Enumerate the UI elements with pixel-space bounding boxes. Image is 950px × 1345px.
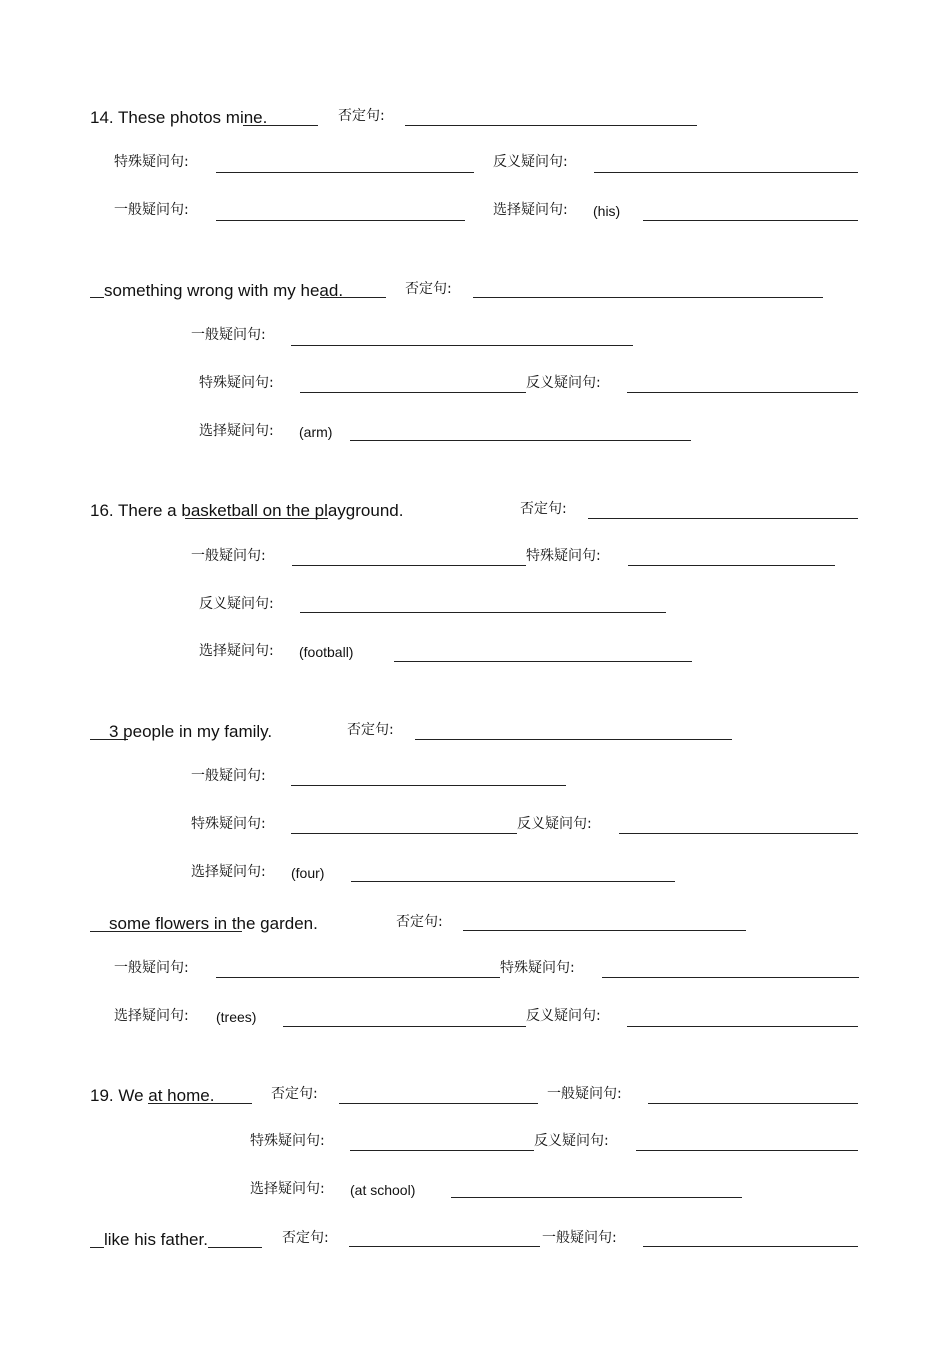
q20-sentence: like his father. [104,1230,208,1249]
q19-special-line[interactable] [350,1150,534,1151]
q17-hint: (four) [291,865,325,881]
q16-special-line[interactable] [628,565,835,566]
q19-hint: (at school) [350,1182,416,1198]
q16-hint: (football) [299,644,354,660]
q18-general-label: 一般疑问句: [114,960,189,976]
q16-tag-label: 反义疑问句: [199,596,274,612]
q15-negative-line[interactable] [473,297,823,298]
q17-general-line[interactable] [291,785,566,786]
q19-negative-label: 否定句: [271,1086,318,1102]
q14-special-label: 特殊疑问句: [114,154,189,170]
q14-negative-line[interactable] [405,125,697,126]
q16-negative-label: 否定句: [520,501,567,517]
q16-general-line[interactable] [292,565,526,566]
q15-special-line[interactable] [300,392,526,393]
q19-choice-line[interactable] [451,1197,742,1198]
q14-choice-label: 选择疑问句: [493,202,568,218]
q15-tag-line[interactable] [627,392,858,393]
q17-special-label: 特殊疑问句: [191,816,266,832]
q14-general-line[interactable] [216,220,465,221]
q19-negative-line[interactable] [339,1103,538,1104]
q16-tag-line[interactable] [300,612,666,613]
q16-general-label: 一般疑问句: [191,548,266,564]
q20-blank-start[interactable] [90,1247,104,1248]
q19-special-label: 特殊疑问句: [250,1133,325,1149]
q18-special-line[interactable] [602,977,859,978]
q18-special-label: 特殊疑问句: [500,960,575,976]
q19-choice-label: 选择疑问句: [250,1181,325,1197]
q19-tag-label: 反义疑问句: [534,1133,609,1149]
q14-general-label: 一般疑问句: [114,202,189,218]
q14-blank[interactable] [243,125,318,126]
q15-negative-label: 否定句: [405,281,452,297]
q18-negative-line[interactable] [463,930,746,931]
q16-choice-label: 选择疑问句: [199,643,274,659]
q18-sentence: some flowers in the garden. [109,914,318,933]
q15-general-line[interactable] [291,345,633,346]
q14-negative-label: 否定句: [338,108,385,124]
q20-general-label: 一般疑问句: [542,1230,617,1246]
q14-tag-line[interactable] [594,172,858,173]
q20-general-line[interactable] [643,1246,858,1247]
q15-choice-line[interactable] [350,440,691,441]
q18-negative-label: 否定句: [396,914,443,930]
q15-blank-start[interactable] [90,297,104,298]
q19-general-label: 一般疑问句: [547,1086,622,1102]
q16-negative-line[interactable] [588,518,858,519]
q15-choice-label: 选择疑问句: [199,423,274,439]
q17-negative-line[interactable] [415,739,732,740]
q14-sentence: 14. These photos mine. [90,108,268,127]
q16-blank[interactable] [185,518,328,519]
q16-choice-line[interactable] [394,661,692,662]
q17-special-line[interactable] [291,833,517,834]
q17-tag-line[interactable] [619,833,858,834]
q18-choice-label: 选择疑问句: [114,1008,189,1024]
q20-negative-line[interactable] [349,1246,540,1247]
q15-blank-end[interactable] [320,297,386,298]
q17-general-label: 一般疑问句: [191,768,266,784]
q18-hint: (trees) [216,1009,257,1025]
q18-choice-line[interactable] [283,1026,526,1027]
q14-hint: (his) [593,203,621,219]
q17-sentence: 3 people in my family. [109,722,273,741]
q17-negative-label: 否定句: [347,722,394,738]
q19-general-line[interactable] [648,1103,858,1104]
q15-tag-label: 反义疑问句: [526,375,601,391]
q14-special-line[interactable] [216,172,474,173]
q19-tag-line[interactable] [636,1150,858,1151]
q16-sentence: 16. There a basketball on the playground. [90,501,404,520]
q15-special-label: 特殊疑问句: [199,375,274,391]
q14-choice-line[interactable] [643,220,858,221]
q17-choice-label: 选择疑问句: [191,864,266,880]
q20-negative-label: 否定句: [282,1230,329,1246]
q15-general-label: 一般疑问句: [191,327,266,343]
q18-general-line[interactable] [216,977,500,978]
q20-blank-end[interactable] [208,1247,262,1248]
q17-tag-label: 反义疑问句: [517,816,592,832]
q16-special-label: 特殊疑问句: [526,548,601,564]
q18-tag-label: 反义疑问句: [526,1008,601,1024]
q19-sentence: 19. We at home. [90,1086,215,1105]
q15-sentence: something wrong with my head. [104,281,344,300]
q15-hint: (arm) [299,424,333,440]
q19-blank[interactable] [148,1103,252,1104]
q18-tag-line[interactable] [627,1026,858,1027]
q14-tag-label: 反义疑问句: [493,154,568,170]
q17-choice-line[interactable] [351,881,675,882]
